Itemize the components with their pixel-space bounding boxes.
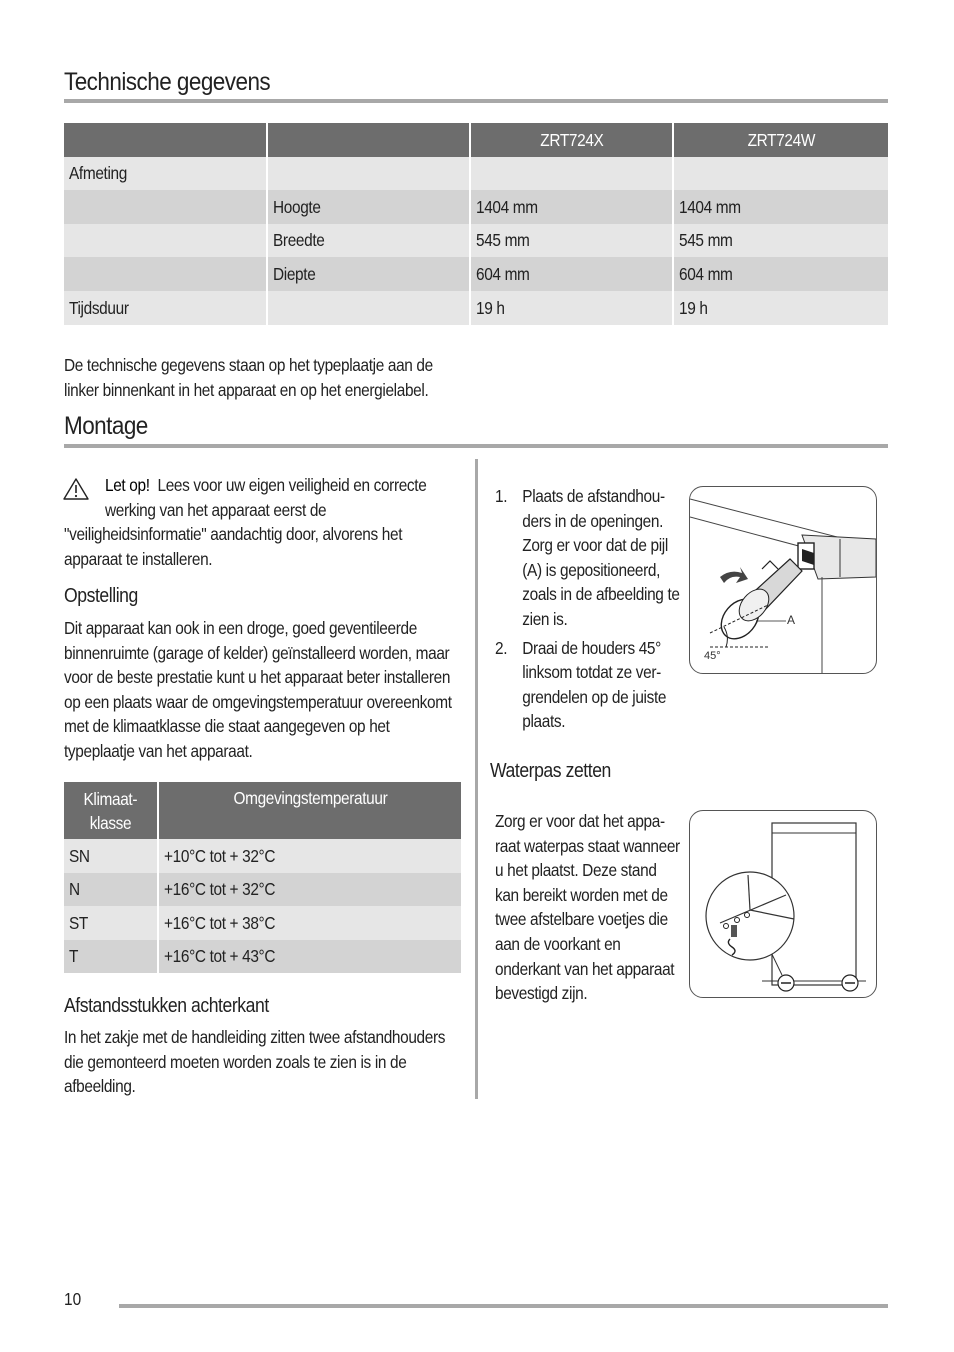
climate-table	[62, 782, 463, 973]
section-rule	[64, 444, 888, 448]
page-number: 10	[64, 1289, 82, 1309]
subsection-title-opstelling: Opstelling	[64, 585, 138, 607]
step-number: 2.	[495, 637, 508, 658]
warning-text-continued: "veiligheidsinformatie" aandachtig door, alvorens het apparaat te installeren.	[64, 524, 403, 569]
table-cell: +16°C tot + 32°C	[159, 873, 461, 906]
warning-label: Let op!	[105, 475, 150, 495]
step-text: Draai de houders 45° linksom totdat ze vergrendelen op de juiste plaats.	[522, 637, 667, 732]
table-header-row	[64, 123, 888, 157]
spacer-illustration	[690, 487, 876, 673]
table-header-cell	[268, 123, 469, 157]
level-illustration	[690, 811, 876, 997]
technical-note: De technische gegevens staan op het typeplaatje aan de linker binnenkant in het apparaat en op het energielabel.	[64, 355, 433, 400]
figure-label-a: A	[787, 613, 796, 627]
level-text: Zorg er voor dat het apparaat waterpas staat wanneer u het plaatst. Deze stand kan bereikt worden met de twee afstelbare voetjes die aan de voorkant en onderkant van het apparaat bevestigd zijn.	[495, 811, 680, 1004]
warning-text-block	[105, 473, 458, 522]
table-cell	[268, 157, 469, 190]
step-text: Plaats de afstandhouders in de openingen. Zorg er voor dat de pijl (A) is gepositioneerd, zoals in de afbeelding te zien is.	[522, 486, 680, 629]
table-header-row	[64, 782, 461, 839]
table-row	[64, 190, 888, 224]
subsection-title-level: Waterpas zetten	[490, 760, 611, 782]
table-header-cell: ZRT724X	[471, 123, 673, 157]
table-cell	[471, 157, 673, 190]
table-cell: 545 mm	[471, 224, 673, 257]
list-item	[495, 484, 685, 632]
table-header-cell	[64, 123, 266, 157]
table-cell	[268, 291, 469, 325]
opstelling-text: Dit apparaat kan ook in een droge, goed geventileerde binnenruimte (garage of kelder) geïnstalleerd worden, maar voor de beste prestatie kunt u het apparaat beter installeren op een plaats waar de omgevingstemperatuur overeenkomt met de klimaatklasse die staat aangegeven op het typeplaatje van het apparaat.	[64, 618, 452, 761]
table-cell: T	[64, 940, 157, 973]
steps-list	[495, 484, 685, 734]
figure-label-angle: 45°	[704, 650, 721, 662]
table-row	[64, 906, 461, 940]
table-row	[64, 157, 888, 190]
table-cell: +16°C tot + 43°C	[159, 940, 461, 973]
table-cell	[64, 190, 266, 224]
table-row	[64, 224, 888, 257]
spacers-text: In het zakje met de handleiding zitten twee afstandhouders die gemonteerd moeten worden zoals te zien is in de afbeelding.	[64, 1027, 446, 1097]
table-cell: 1404 mm	[471, 190, 673, 224]
column-divider	[475, 459, 478, 1099]
table-cell: Hoogte	[268, 190, 469, 224]
table-cell: Diepte	[268, 257, 469, 291]
level-figure	[689, 810, 877, 998]
section-title-montage: Montage	[64, 412, 148, 440]
table-row	[64, 839, 461, 873]
table-cell	[674, 157, 888, 190]
table-cell: 604 mm	[674, 257, 888, 291]
table-cell: 19 h	[471, 291, 673, 325]
subsection-title-spacers: Afstandsstukken achterkant	[64, 995, 269, 1017]
table-cell: +10°C tot + 32°C	[159, 839, 461, 873]
table-cell	[64, 257, 266, 291]
table-cell: 19 h	[674, 291, 888, 325]
table-cell: 604 mm	[471, 257, 673, 291]
table-cell: Tijdsduur	[64, 291, 266, 325]
table-cell: 1404 mm	[674, 190, 888, 224]
table-row	[64, 873, 461, 906]
table-row	[64, 291, 888, 325]
section-rule	[64, 99, 888, 103]
table-header-cell: Klimaatklasse	[64, 782, 157, 839]
table-row	[64, 940, 461, 973]
table-cell: Afmeting	[64, 157, 266, 190]
table-cell: Breedte	[268, 224, 469, 257]
table-cell: 545 mm	[674, 224, 888, 257]
table-row	[64, 257, 888, 291]
table-cell: SN	[64, 839, 157, 873]
section-title-technical: Technische gegevens	[64, 68, 271, 96]
table-cell: ST	[64, 906, 157, 940]
table-header-cell: Omgevingstemperatuur	[159, 782, 461, 839]
step-number: 1.	[495, 486, 508, 506]
warning-text: Lees voor uw eigen veiligheid en correcte werking van het apparaat eerst de	[105, 475, 427, 520]
footer-rule	[119, 1304, 888, 1308]
technical-table	[62, 123, 890, 325]
spacer-figure	[689, 486, 877, 674]
list-item	[495, 636, 685, 734]
table-header-cell: ZRT724W	[674, 123, 888, 157]
warning-icon	[62, 477, 90, 501]
table-cell	[64, 224, 266, 257]
table-cell: +16°C tot + 38°C	[159, 906, 461, 940]
table-cell: N	[64, 873, 157, 906]
